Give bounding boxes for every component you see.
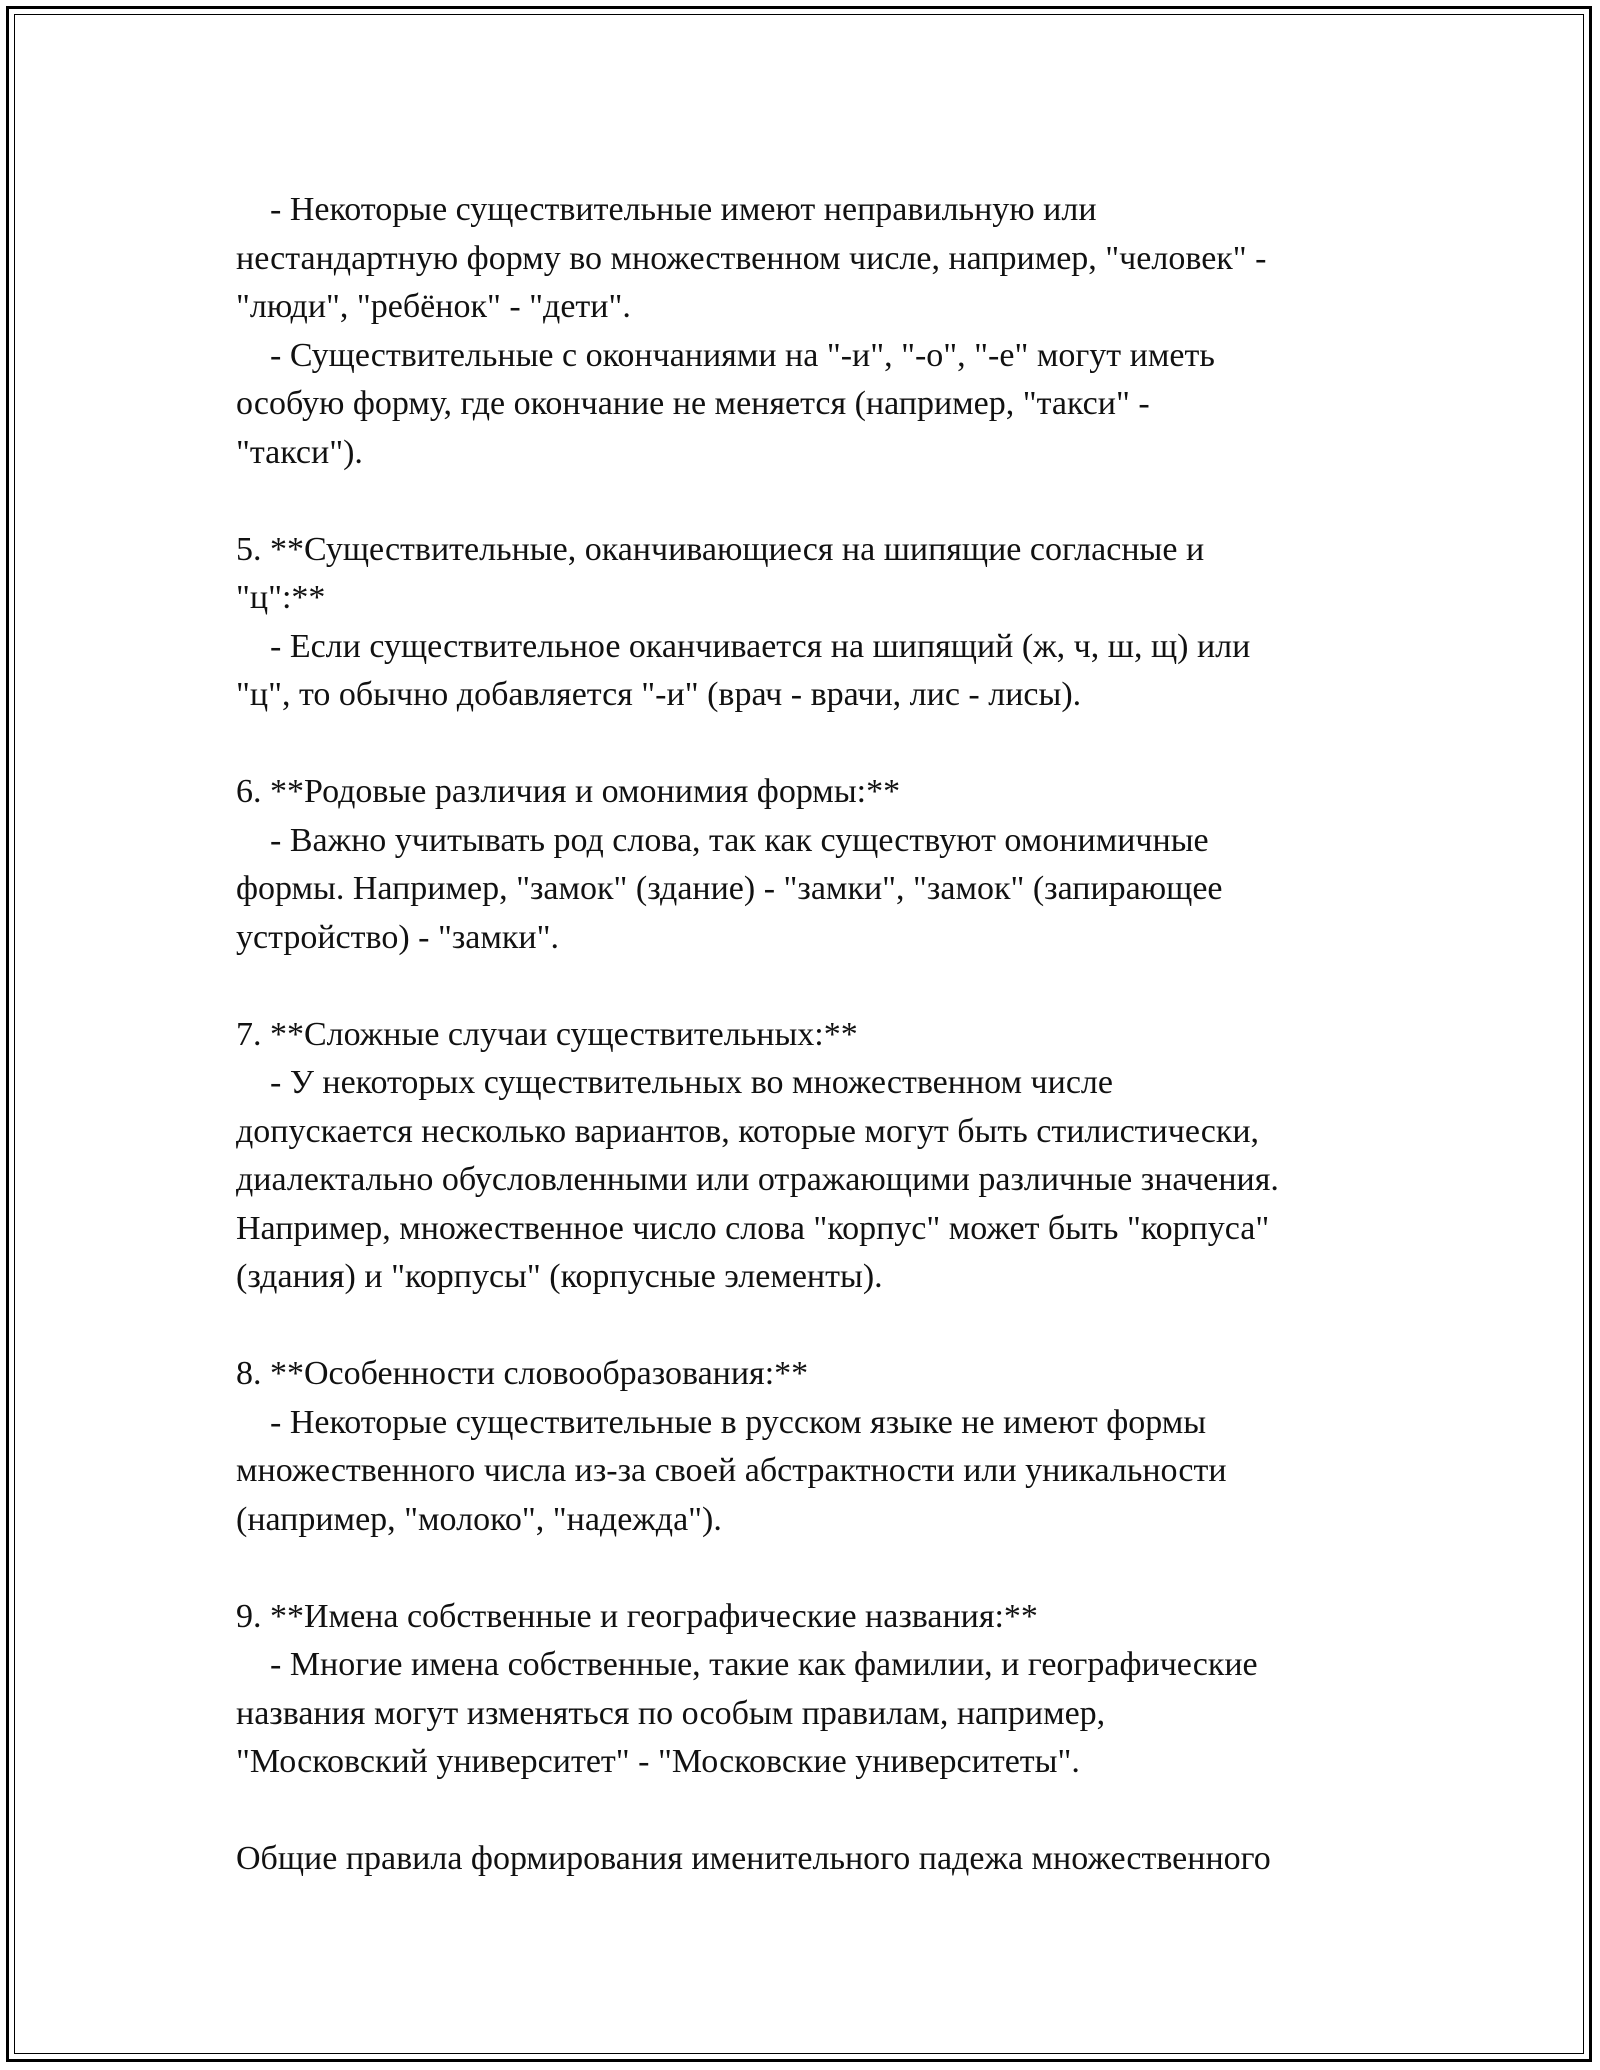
- text-line: устройство) - "замки".: [236, 918, 559, 956]
- text-line: "такси").: [236, 433, 363, 471]
- text-line: формы. Например, "замок" (здание) - "замки", "замок" (запирающее: [236, 870, 1223, 907]
- text-line: (здания) и "корпусы" (корпусные элементы).: [236, 1258, 883, 1295]
- text-line: - Если существительное оканчивается на шипящий (ж, ч, ш, щ) или: [236, 627, 1251, 665]
- text-line: особую форму, где окончание не меняется (например, "такси" -: [236, 385, 1150, 422]
- blank-line: [236, 1787, 1386, 1836]
- text-line: допускается несколько вариантов, которые могут быть стилистически,: [236, 1112, 1260, 1150]
- text-line: "люди", "ребёнок" - "дети".: [236, 288, 631, 325]
- text-line: диалектально обусловленными или отражающими различные значения.: [236, 1161, 1279, 1198]
- text-line: - Важно учитывать род слова, так как существуют омонимичные: [236, 821, 1209, 859]
- text-line: 9. **Имена собственные и географические названия:**: [236, 1597, 1038, 1635]
- document-body: [236, 186, 1386, 1884]
- blank-line: [236, 1544, 1386, 1593]
- blank-line: [236, 477, 1386, 526]
- blank-line: [236, 1302, 1386, 1351]
- text-line: - Некоторые существительные имеют неправильную или: [236, 191, 1097, 228]
- text-line: Общие правила формирования именительного падежа множественного: [236, 1840, 1271, 1877]
- text-line: - Существительные с окончаниями на "-и", "-о", "-е" могут иметь: [236, 336, 1215, 374]
- blank-line: [236, 962, 1386, 1011]
- text-line: - Некоторые существительные в русском языке не имеют формы: [236, 1403, 1207, 1441]
- blank-line: [236, 720, 1386, 769]
- text-line: Например, множественное число слова "корпус" может быть "корпуса": [236, 1209, 1270, 1247]
- text-line: "Московский университет" - "Московские университеты".: [236, 1743, 1080, 1780]
- text-line: - Многие имена собственные, такие как фамилии, и географические: [236, 1646, 1258, 1683]
- text-line: множественного числа из-за своей абстрактности или уникальности: [236, 1452, 1227, 1489]
- text-line: (например, "молоко", "надежда").: [236, 1500, 722, 1538]
- text-line: "ц", то обычно добавляется "-и" (врач - врачи, лис - лисы).: [236, 676, 1082, 713]
- text-line: 8. **Особенности словообразования:**: [236, 1355, 809, 1392]
- text-line: названия могут изменяться по особым правилам, например,: [236, 1694, 1106, 1732]
- text-line: 5. **Существительные, оканчивающиеся на шипящие согласные и: [236, 530, 1205, 568]
- text-line: 6. **Родовые различия и омонимия формы:**: [236, 773, 901, 810]
- text-line: 7. **Сложные случаи существительных:**: [236, 1015, 858, 1053]
- text-line: - У некоторых существительных во множественном числе: [236, 1064, 1113, 1101]
- text-line: "ц":**: [236, 579, 326, 616]
- text-line: нестандартную форму во множественном числе, например, "человек" -: [236, 239, 1267, 277]
